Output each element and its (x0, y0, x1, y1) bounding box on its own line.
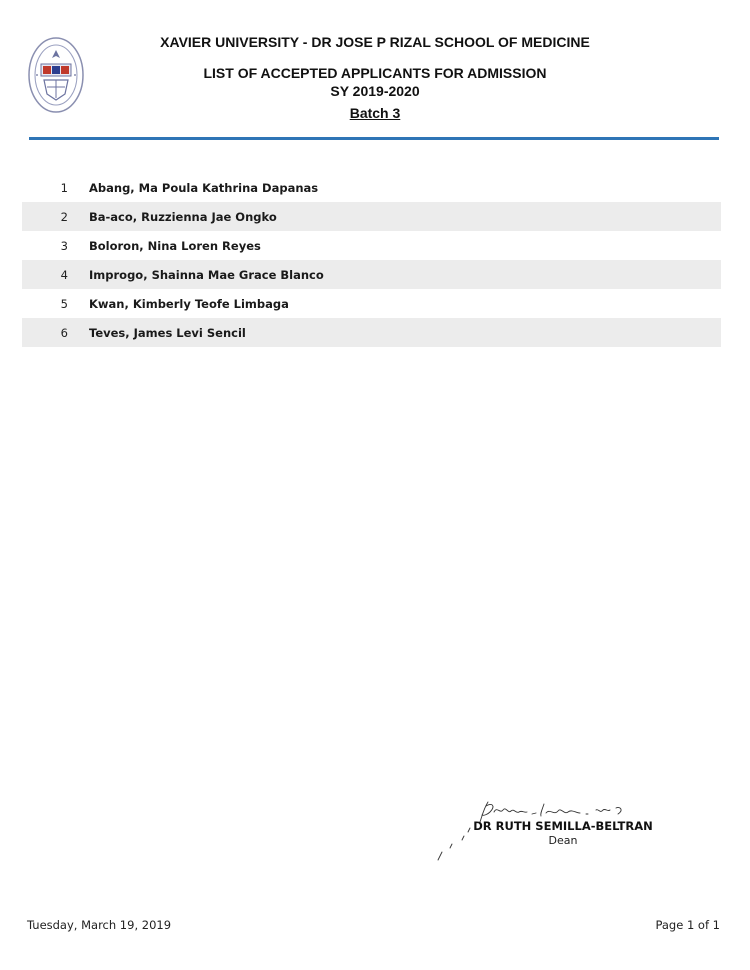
list-item (22, 173, 721, 202)
row-number: 3 (60, 238, 68, 253)
row-number: 6 (60, 325, 68, 340)
handwritten-signature-icon (430, 798, 660, 868)
row-number: 5 (60, 296, 68, 311)
applicant-list (22, 173, 721, 347)
applicant-name: Boloron, Nina Loren Reyes (89, 238, 261, 253)
signatory-name: DR RUTH SEMILLA-BELTRAN (473, 819, 653, 833)
row-number: 1 (60, 180, 68, 195)
signatory-title: Dean (548, 834, 578, 847)
school-year: SY 2019-2020 (330, 83, 420, 99)
batch-label: Batch 3 (349, 105, 401, 121)
applicant-name: Teves, James Levi Sencil (89, 325, 246, 340)
list-item (22, 260, 721, 289)
batch-label-wrapper (0, 105, 750, 121)
list-item (22, 289, 721, 318)
header-divider (29, 137, 719, 140)
applicant-name: Kwan, Kimberly Teofe Limbaga (89, 296, 289, 311)
institution-title: XAVIER UNIVERSITY - DR JOSE P RIZAL SCHOOL OF MEDICINE (160, 34, 590, 50)
document-title: LIST OF ACCEPTED APPLICANTS FOR ADMISSION (203, 65, 547, 81)
applicant-name: Abang, Ma Poula Kathrina Dapanas (89, 180, 319, 195)
applicant-name: Improgo, Shainna Mae Grace Blanco (89, 267, 324, 282)
list-item (22, 318, 721, 347)
row-number: 2 (60, 209, 68, 224)
list-item (22, 231, 721, 260)
footer-date: Tuesday, March 19, 2019 (27, 918, 172, 932)
list-item (22, 202, 721, 231)
footer-page-number: Page 1 of 1 (655, 918, 720, 932)
row-number: 4 (60, 267, 68, 282)
applicant-name: Ba-aco, Ruzzienna Jae Ongko (89, 209, 277, 224)
